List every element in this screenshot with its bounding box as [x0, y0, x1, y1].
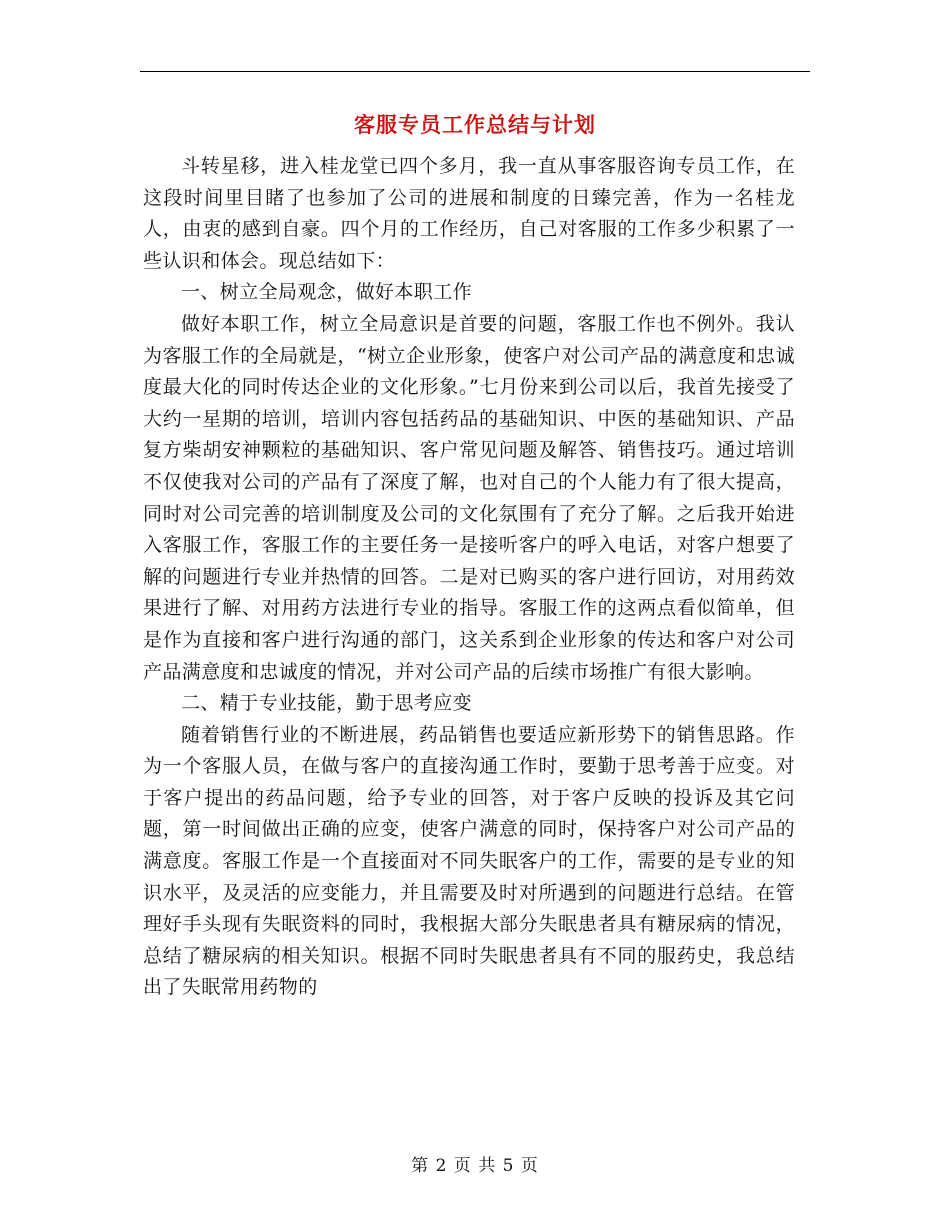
document-body: [143, 151, 795, 1004]
section-heading-2: 二、精于专业技能，勤于思考应变: [181, 692, 473, 715]
paragraph-section-2: 随着销售行业的不断进展，药品销售也要适应新形势下的销售思路。作为一个客服人员，在做与客户的直接沟通工作时，要勤于思考善于应变。对于客户提出的药品问题，给予专业的回答，对于客户反映的投诉及其它问题，第一时间做出正确的应变，使客户满意的同时，保持客户对公司产品的满意度。客服工作是一个直接面对不同失眠客户的工作，需要的是专业的知识水平，及灵活的应变能力，并且需要及时对所遇到的问题进行总结。在管理好手头现有失眠资料的同时，我根据大部分失眠患者具有糖尿病的情况，总结了糖尿病的相关知识。根据不同时失眠患者具有不同的服药史，我总结出了失眠常用药物的: [143, 723, 795, 999]
page-number-footer: 第 2 页 共 5 页: [411, 1156, 539, 1176]
header-rule: [140, 71, 810, 72]
section-heading-1: 一、树立全局观念，做好本职工作: [181, 281, 473, 304]
document-title: 客服专员工作总结与计划: [354, 113, 596, 137]
paragraph-section-1: 做好本职工作，树立全局意识是首要的问题，客服工作也不例外。我认为客服工作的全局就是，“树立企业形象，使客户对公司产品的满意度和忠诚度最大化的同时传达企业的文化形象。”七月份来到公司以后，我首先接受了大约一星期的培训，培训内容包括药品的基础知识、中医的基础知识、产品复方柴胡安神颗粒的基础知识、客户常见问题及解答、销售技巧。通过培训不仅使我对公司的产品有了深度了解，也对自己的个人能力有了很大提高，同时对公司完善的培训制度及公司的文化氛围有了充分了解。之后我开始进入客服工作，客服工作的主要任务一是接听客户的呼入电话，对客户想要了解的问题进行专业并热情的回答。二是对已购买的客户进行回访，对用药效果进行了解、对用药方法进行专业的指导。客服工作的这两点看似简单，但是作为直接和客户进行沟通的部门，这关系到企业形象的传达和客户对公司产品满意度和忠诚度的情况，并对公司产品的后续市场推广有很大影响。: [143, 312, 795, 683]
paragraph-intro: 斗转星移，进入桂龙堂已四个多月，我一直从事客服咨询专员工作，在这段时间里目睹了也参加了公司的进展和制度的日臻完善，作为一名桂龙人，由衷的感到自豪。四个月的工作经历，自己对客服的工作多少积累了一些认识和体会。现总结如下：: [143, 155, 795, 272]
